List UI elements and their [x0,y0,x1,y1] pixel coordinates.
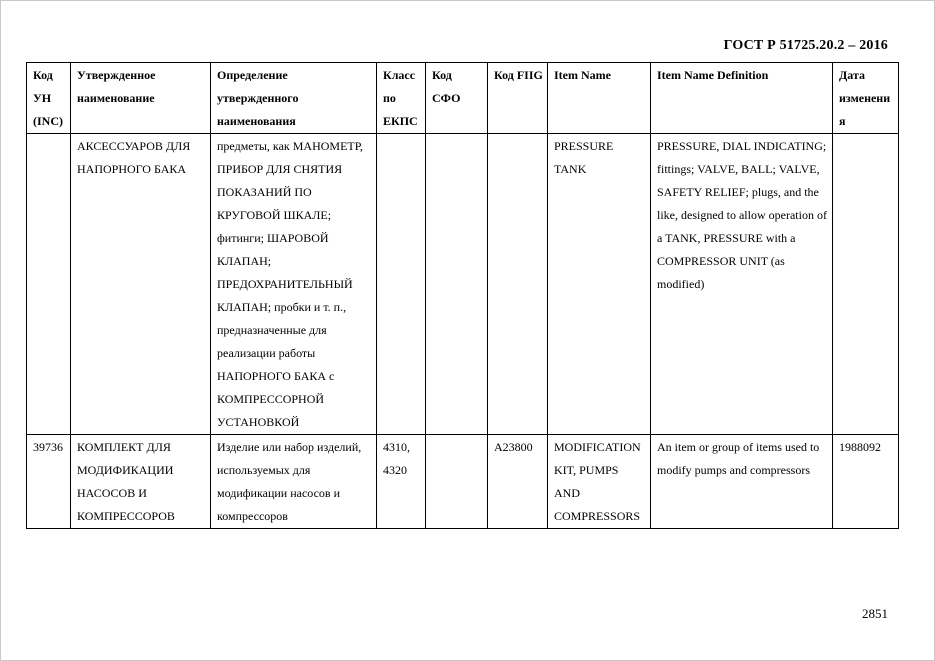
cell-change-date [833,134,899,435]
table-row [27,134,899,435]
cell-definition: предметы, как МАНОМЕТР, ПРИБОР ДЛЯ СНЯТИЯ ПОКАЗАНИЙ ПО КРУГОВОЙ ШКАЛЕ; фитинги; ШАРОВОЙ КЛАПАН; ПРЕДОХРАНИТЕЛЬНЫЙ КЛАПАН; пробки и т. п., предназначенные для реализации работы НАПОРНОГО БАКА с КОМПРЕССОРНОЙ УСТАНОВКОЙ [211,134,377,435]
cell-definition: Изделие или набор изделий, используемых для модификации насосов и компрессоров [211,435,377,529]
cell-class [377,134,426,435]
col-header-item-name: Item Name [548,63,651,134]
col-header-class: Класс по ЕКПС [377,63,426,134]
col-header-sfo: Код СФО [426,63,488,134]
cell-item-name: MODIFICATION KIT, PUMPS AND COMPRESSORS [548,435,651,529]
col-header-inc: Код УН (INC) [27,63,71,134]
cell-change-date: 1988092 [833,435,899,529]
cell-item-name: PRESSURE TANK [548,134,651,435]
col-header-definition: Определение утвержденного наименования [211,63,377,134]
cell-approved-name: АКСЕССУАРОВ ДЛЯ НАПОРНОГО БАКА [71,134,211,435]
cell-approved-name: КОМПЛЕКТ ДЛЯ МОДИФИКАЦИИ НАСОСОВ И КОМПРЕССОРОВ [71,435,211,529]
cell-class: 4310, 4320 [377,435,426,529]
cell-item-definition: PRESSURE, DIAL INDICATING; fittings; VALVE, BALL; VALVE, SAFETY RELIEF; plugs, and the like, designed to allow operation of a TANK, PRESSURE with a COMPRESSOR UNIT (as modified) [651,134,833,435]
classifier-table [26,62,899,529]
col-header-approved-name: Утвержденное наименование [71,63,211,134]
cell-item-definition: An item or group of items used to modify pumps and compressors [651,435,833,529]
cell-fiig: A23800 [488,435,548,529]
cell-sfo [426,435,488,529]
col-header-change-date: Дата изменения [833,63,899,134]
page-number: 2851 [862,606,888,621]
cell-sfo [426,134,488,435]
cell-inc: 39736 [27,435,71,529]
table-header-row [27,63,899,134]
col-header-item-definition: Item Name Definition [651,63,833,134]
cell-fiig [488,134,548,435]
table-row [27,435,899,529]
cell-inc [27,134,71,435]
document-standard-number: ГОСТ Р 51725.20.2 – 2016 [723,38,888,53]
col-header-fiig: Код FIIG [488,63,548,134]
